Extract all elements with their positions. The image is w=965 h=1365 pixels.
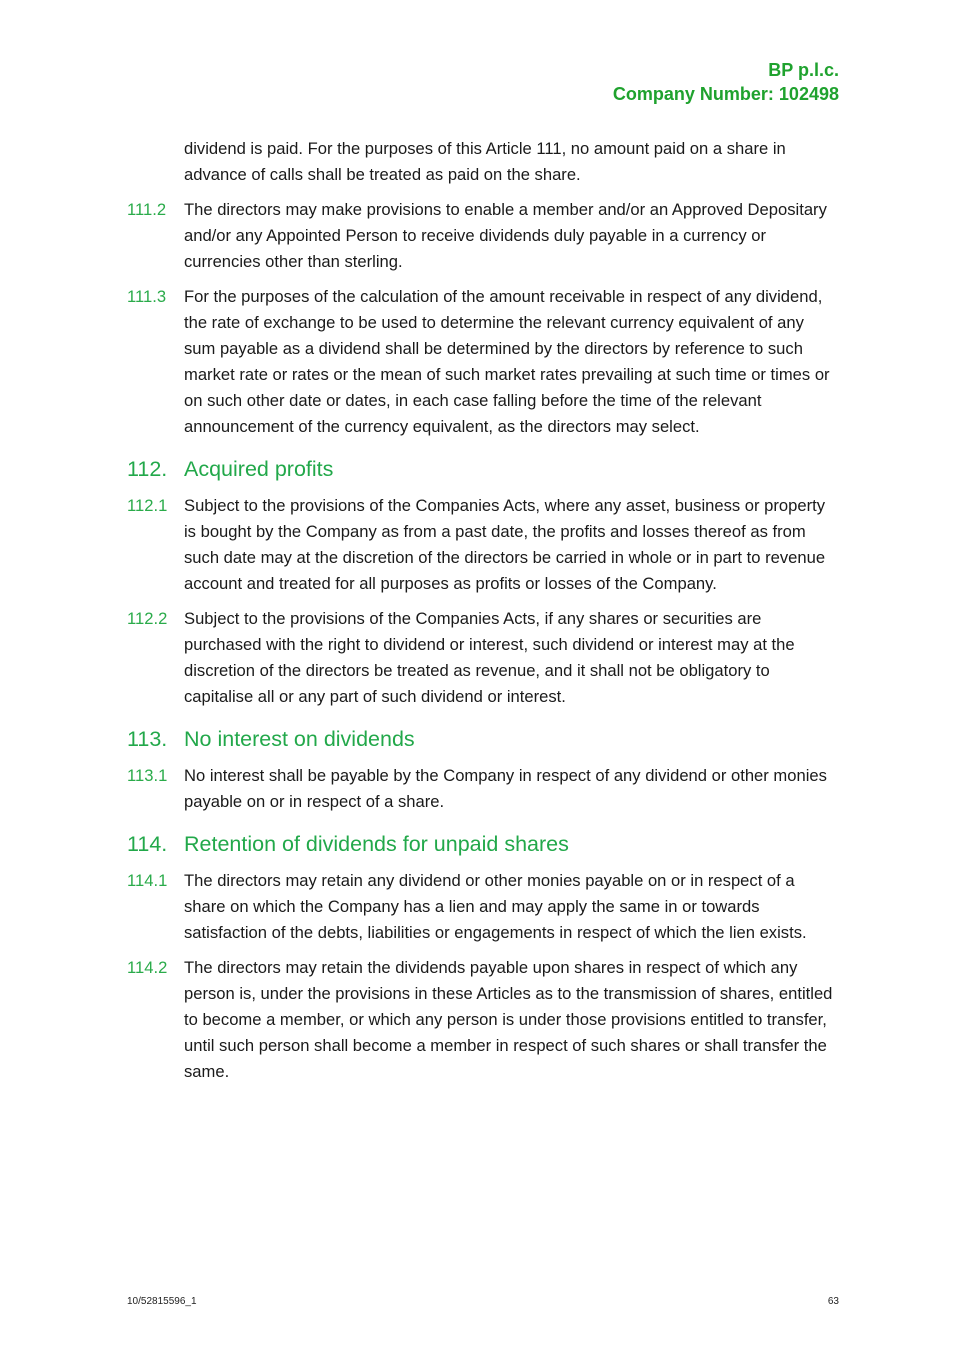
section-number: 113. — [127, 727, 168, 751]
clause-text: Subject to the provisions of the Companies Acts, where any asset, business or property is bought by the Company as from a past date, the profits and losses thereof as from such date may at the discretion of the directors be carried in whole or in part to revenue account and treated for all purposes as profits or losses of the Company. — [184, 496, 826, 593]
page-header — [613, 58, 839, 106]
clause-number: 114.1 — [127, 871, 168, 890]
clause-text: The directors may retain the dividends payable upon shares in respect of which any person is, under the provisions in these Articles as to the transmission of shares, entitled to become a member, or which any person is under those provisions entitled to transfer, until such person shall become a member in respect of such shares or shall transfer the same. — [184, 958, 833, 1081]
clause-114-1 — [127, 868, 839, 946]
clause-111-3 — [127, 284, 839, 440]
document-body — [127, 136, 839, 1094]
clause-113-1 — [127, 763, 839, 815]
clause-112-1 — [127, 493, 839, 597]
section-heading-113 — [127, 725, 839, 753]
clause-text: The directors may retain any dividend or other monies payable on or in respect of a share on which the Company has a lien and may apply the same in or towards satisfaction of the debts, liabilities or engagements in respect of which the lien exists. — [184, 871, 807, 942]
clause-number: 112.1 — [127, 496, 168, 515]
section-heading-112 — [127, 455, 839, 483]
footer-page-number: 63 — [827, 1296, 839, 1307]
clause-112-2 — [127, 606, 839, 710]
clause-number: 114.2 — [127, 958, 168, 977]
clause-number: 113.1 — [127, 766, 168, 785]
clause-number: 111.2 — [127, 200, 167, 219]
clause-text: Subject to the provisions of the Companies Acts, if any shares or securities are purchased with the right to dividend or interest, such dividend or interest may at the discretion of the directors be treated as revenue, and it shall not be obligatory to capitalise all or any part of such dividend or interest. — [184, 609, 795, 706]
section-number: 114. — [127, 832, 168, 856]
section-title: Retention of dividends for unpaid shares — [184, 832, 569, 856]
clause-text: For the purposes of the calculation of the amount receivable in respect of any dividend, the rate of exchange to be used to determine the relevant currency equivalent of any sum payable as a dividend shall be determined by the directors by reference to such market rate or rates or the mean of such market rates prevailing at such time or times or on such other date or dates, in each case falling before the time of the relevant announcement of the currency equivalent, as the directors may select. — [184, 287, 830, 436]
section-title: Acquired profits — [184, 457, 334, 481]
clause-text: The directors may make provisions to enable a member and/or an Approved Depositary and/or any Appointed Person to receive dividends duly payable in a currency or currencies other than sterling. — [184, 200, 827, 271]
footer-doc-ref: 10/52815596_1 — [127, 1296, 197, 1307]
clause-text: No interest shall be payable by the Company in respect of any dividend or other monies payable on or in respect of a share. — [184, 766, 827, 811]
section-number: 112. — [127, 457, 168, 481]
clause-number: 112.2 — [127, 609, 168, 628]
section-heading-114 — [127, 830, 839, 858]
clause-114-2 — [127, 955, 839, 1085]
section-title: No interest on dividends — [184, 727, 415, 751]
clause-111-2 — [127, 197, 839, 275]
company-name: BP p.l.c. — [768, 60, 839, 80]
continuation-paragraph: dividend is paid. For the purposes of this Article 111, no amount paid on a share in advance of calls shall be treated as paid on the share. — [184, 139, 786, 184]
clause-number: 111.3 — [127, 287, 167, 306]
company-number: Company Number: 102498 — [612, 84, 839, 104]
